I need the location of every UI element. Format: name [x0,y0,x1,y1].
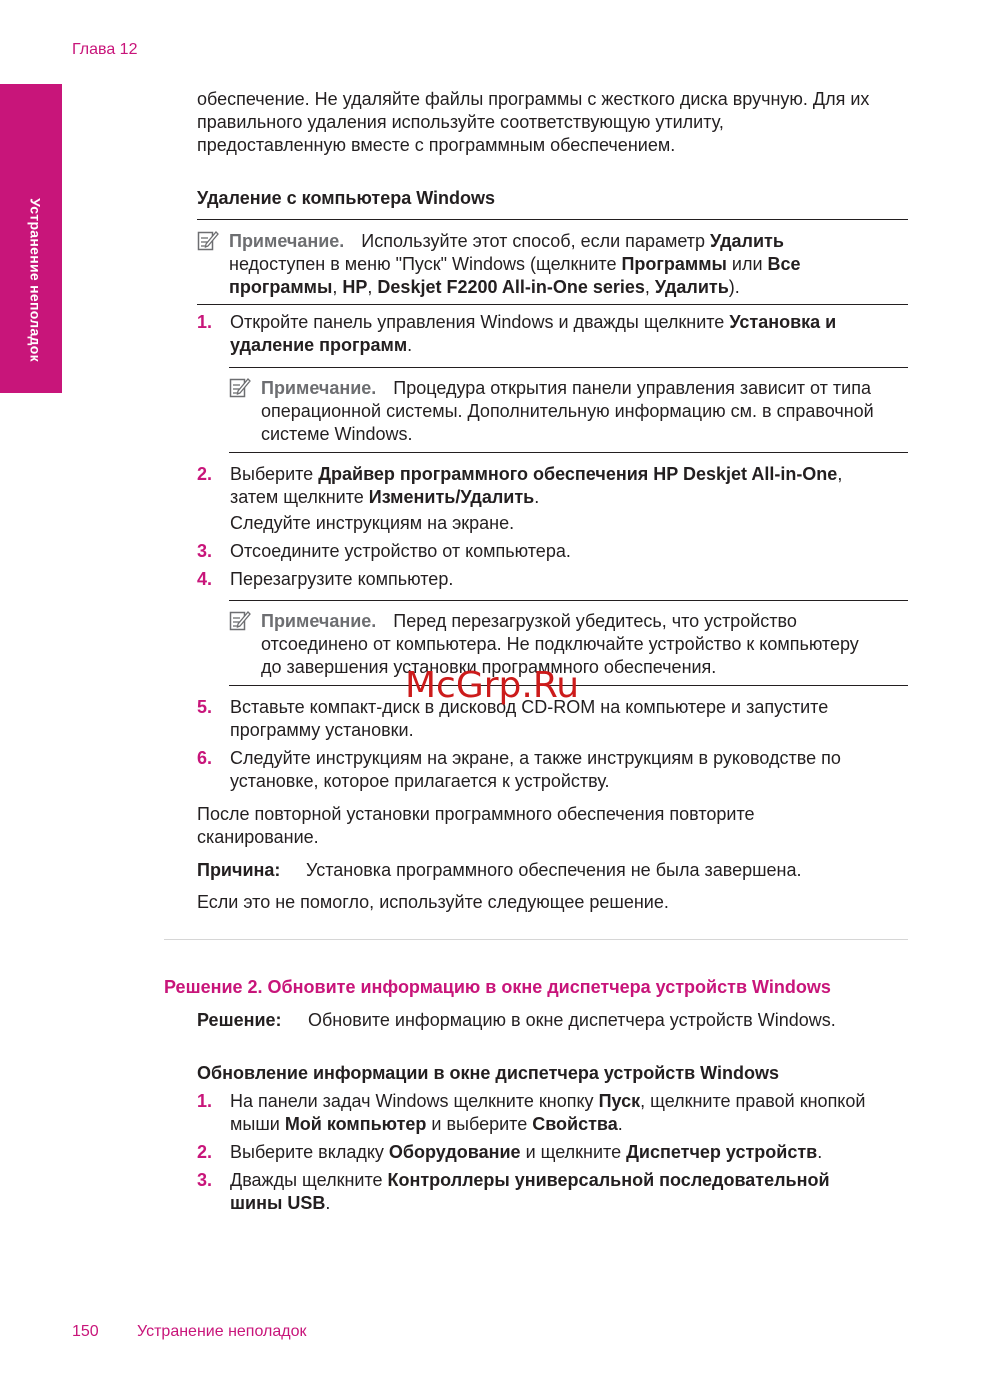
intro-line-3: предоставленную вместе с программным обеспечением. [197,135,676,155]
step-number: 5. [197,697,213,717]
step-bold: Драйвер программного обеспечения HP Deskjet All-in-One [318,464,838,484]
after-line-1: После повторной установки программного обеспечения повторите [197,804,755,824]
note-text: , [332,277,343,297]
step-number: 3. [197,1170,213,1190]
step-number: 2. [197,464,213,484]
footer-title: Устранение неполадок [137,1323,307,1340]
note-bold: Удалить [654,277,729,297]
step-1-line-1 [230,311,836,334]
note-bold: Deskjet F2200 All-in-One series [377,277,645,297]
step-text: . [407,335,413,355]
solution-2-title: Решение 2. Обновите информацию в окне диспетчера устройств Windows [164,977,831,997]
step-2-line-1 [230,463,842,486]
step-text: . [325,1193,331,1213]
s2-step-3-line-2 [230,1192,330,1215]
side-tab [0,84,62,393]
s2-step-2-line-1 [230,1141,822,1164]
step-4-text: Перезагрузите компьютер. [230,569,454,589]
step-6-line-2: установке, которое прилагается к устройству. [230,771,610,791]
note-bold: Программы [621,254,727,274]
note-text: ). [728,277,740,297]
note-3-line-2: отсоединено от компьютера. Не подключайте устройство к компьютеру [261,634,859,654]
note-bold: Все [767,254,801,274]
step-bold: Оборудование [388,1142,521,1162]
intro-line-1: обеспечение. Не удаляйте файлы программы с жесткого диска вручную. Для их [197,89,870,109]
step-text: . [534,487,540,507]
step-5-line-2: программу установки. [230,720,414,740]
step-bold: Пуск [598,1091,641,1111]
note-2-line-2: операционной системы. Дополнительную информацию см. в справочной [261,401,874,421]
note-pencil-icon [197,229,219,251]
fallback-text: Если это не помогло, используйте следующее решение. [197,892,669,912]
note-rule-bottom [229,452,908,453]
note-label: Примечание. [229,231,345,251]
step-text: и щелкните [520,1142,627,1162]
step-bold: Мой компьютер [284,1114,427,1134]
step-text: , щелкните правой кнопкой [640,1091,866,1111]
s2-step-1-line-2 [230,1113,623,1136]
step-bold: Контроллеры универсальной последовательной [387,1170,830,1190]
step-5-line-1: Вставьте компакт-диск в дисковод CD-ROM на компьютере и запустите [230,697,829,717]
step-text: мыши [230,1114,285,1134]
step-bold: Установка и [729,312,837,332]
step-text: , [837,464,843,484]
note-bold: HP [342,277,368,297]
note-rule-top [197,219,908,220]
watermark: McGrp.Ru [405,665,580,706]
step-bold: шины USB [230,1193,326,1213]
step-2-line-2 [230,486,539,509]
note-3-line-1 [261,610,797,633]
note-1-line-3 [229,276,740,299]
section-heading-remove: Удаление с компьютера Windows [197,188,496,208]
note-1-line-2 [229,253,801,276]
note-2-line-3: системе Windows. [261,424,413,444]
step-bold: Свойства [532,1114,618,1134]
step-number: 2. [197,1142,213,1162]
note-text: недоступен в меню "Пуск" Windows (щелкните [229,254,622,274]
step-text: Откройте панель управления Windows и дважды щелкните [230,312,730,332]
note-rule-bottom [197,304,908,305]
note-text: Перед перезагрузкой убедитесь, что устройство [393,611,797,631]
note-3-line-3: до завершения установки программного обеспечения. [261,657,717,677]
step-2-line-3: Следуйте инструкциям на экране. [230,513,515,533]
step-bold: удаление программ [230,335,408,355]
step-text: Выберите вкладку [230,1142,389,1162]
note-pencil-icon [229,376,251,398]
intro-line-2: правильного удаления используйте соответствующую утилиту, [197,112,724,132]
step-bold: Диспетчер устройств [626,1142,818,1162]
note-text: Процедура открытия панели управления зависит от типа [393,378,871,398]
after-line-2: сканирование. [197,827,319,847]
page-number: 150 [72,1323,99,1340]
step-text: . [817,1142,823,1162]
side-tab-label: Устранение неполадок [27,198,44,362]
note-pencil-icon [229,609,251,631]
step-text: и выберите [426,1114,533,1134]
step-text: Дважды щелкните [230,1170,388,1190]
solution-text: Обновите информацию в окне диспетчера устройств Windows. [308,1010,836,1030]
note-bold: Удалить [710,231,784,251]
step-number: 6. [197,748,213,768]
s2-step-3-line-1 [230,1169,830,1192]
cause-text: Установка программного обеспечения не была завершена. [306,860,802,880]
step-number: 3. [197,541,213,561]
note-text: , [367,277,378,297]
section-separator [164,939,908,940]
step-6-line-1: Следуйте инструкциям на экране, а также инструкциям в руководстве по [230,748,841,768]
step-1-line-2 [230,334,412,357]
s2-step-1-line-1 [230,1090,865,1113]
chapter-header: Глава 12 [72,41,138,58]
cause-label: Причина: [197,860,281,880]
solution-label: Решение: [197,1010,282,1030]
note-bold: программы [229,277,333,297]
step-number: 1. [197,1091,213,1111]
step-text: затем щелкните [230,487,369,507]
note-rule-top [229,367,908,368]
note-text: или [726,254,768,274]
note-text: , [644,277,655,297]
step-bold: Изменить/Удалить [368,487,535,507]
note-label: Примечание. [261,611,377,631]
note-text: Используйте этот способ, если параметр [361,231,711,251]
section-heading-update: Обновление информации в окне диспетчера устройств Windows [197,1063,780,1083]
step-number: 1. [197,312,213,332]
note-1-line-1 [229,230,784,253]
step-number: 4. [197,569,213,589]
step-text: . [617,1114,623,1134]
step-3-text: Отсоедините устройство от компьютера. [230,541,571,561]
note-2-line-1 [261,377,871,400]
step-text: Выберите [230,464,319,484]
note-label: Примечание. [261,378,377,398]
note-rule-top [229,600,908,601]
step-text: На панели задач Windows щелкните кнопку [230,1091,599,1111]
